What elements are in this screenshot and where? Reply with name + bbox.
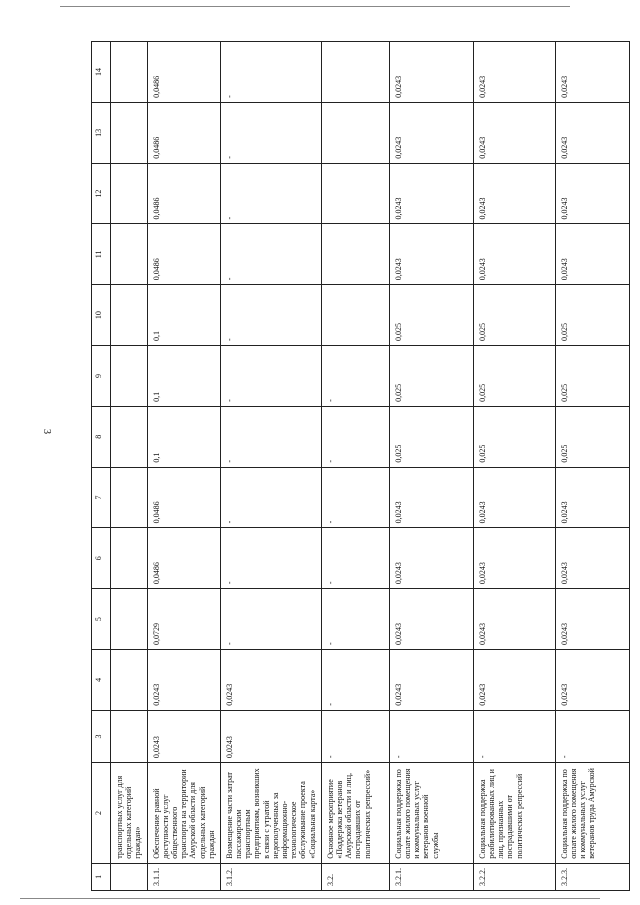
value-cell: 0,0243 <box>389 649 473 710</box>
value-cell <box>321 163 389 224</box>
value-cell: 0,0243 <box>555 528 629 589</box>
value-cell: 0,0243 <box>389 589 473 650</box>
value-cell: 0,0243 <box>555 589 629 650</box>
row-code: 3.2.2. <box>473 863 555 890</box>
row-name: Социальная поддержка реабилитированных лиц и лиц, признанных пострадавшими от политических репрессий <box>473 763 555 864</box>
value-cell: - <box>389 710 473 762</box>
value-cell: - <box>321 649 389 710</box>
column-header: 13 <box>92 102 111 163</box>
value-cell <box>111 467 148 528</box>
value-cell: - <box>321 467 389 528</box>
value-cell: 0,0243 <box>473 467 555 528</box>
data-table <box>91 41 630 891</box>
table-row <box>321 42 389 891</box>
row-name: Основное мероприятие «Поддержка ветеранов Амурской области и лиц, пострадавших от политических репрессий» <box>321 763 389 864</box>
row-name: Возмещение части затрат пассажирским транспортным предприятиям, возникших в связи с утратой недополученных за информационно-технологическое обслуживание проекта «Социальная карта» <box>220 763 321 864</box>
column-header: 5 <box>92 589 111 650</box>
row-name: Обеспечение равной доступности услуг общественного транспорта на территории Амурской области для отдельных категорий граждан <box>147 763 220 864</box>
table-row <box>473 42 555 891</box>
value-cell: 0,0243 <box>389 163 473 224</box>
value-cell <box>111 649 148 710</box>
value-cell <box>321 285 389 346</box>
value-cell: - <box>321 710 389 762</box>
row-code: 3.1.2. <box>220 863 321 890</box>
value-cell: 0,0243 <box>473 589 555 650</box>
column-header: 3 <box>92 710 111 762</box>
row-code <box>111 863 148 890</box>
value-cell: - <box>321 589 389 650</box>
value-cell: 0,0243 <box>555 42 629 103</box>
value-cell: - <box>220 224 321 285</box>
value-cell: - <box>220 467 321 528</box>
value-cell: 0,025 <box>473 285 555 346</box>
value-cell <box>111 224 148 285</box>
rotated-table-container <box>91 41 597 891</box>
header-row <box>92 42 111 891</box>
column-header: 1 <box>92 863 111 890</box>
value-cell: - <box>321 528 389 589</box>
value-cell: 0,025 <box>555 406 629 467</box>
row-name: транспортных услуг для отдельных категорий граждан» <box>111 763 148 864</box>
value-cell <box>111 710 148 762</box>
value-cell: 0,025 <box>473 406 555 467</box>
value-cell: - <box>473 710 555 762</box>
value-cell: 0,025 <box>555 285 629 346</box>
value-cell: 0,025 <box>389 285 473 346</box>
table-row <box>220 42 321 891</box>
value-cell <box>111 528 148 589</box>
value-cell <box>321 42 389 103</box>
value-cell: 0,0243 <box>389 102 473 163</box>
column-header: 6 <box>92 528 111 589</box>
value-cell: 0,0243 <box>389 467 473 528</box>
page-number: 3 <box>41 429 52 434</box>
value-cell <box>111 406 148 467</box>
value-cell: - <box>555 710 629 762</box>
value-cell: 0,025 <box>473 346 555 407</box>
value-cell: 0,0243 <box>389 42 473 103</box>
value-cell: - <box>220 42 321 103</box>
value-cell: 0,0243 <box>555 224 629 285</box>
value-cell <box>111 42 148 103</box>
value-cell: 0,0243 <box>473 528 555 589</box>
value-cell: - <box>220 102 321 163</box>
value-cell: 0,0486 <box>147 163 220 224</box>
value-cell: 0,025 <box>389 346 473 407</box>
value-cell: 0,0243 <box>389 528 473 589</box>
value-cell: 0,0243 <box>147 649 220 710</box>
value-cell <box>321 102 389 163</box>
value-cell: 0,025 <box>389 406 473 467</box>
table-row <box>555 42 629 891</box>
value-cell: 0,0243 <box>147 710 220 762</box>
value-cell <box>111 102 148 163</box>
value-cell: 0,0243 <box>220 649 321 710</box>
table-row <box>389 42 473 891</box>
value-cell: 0,0243 <box>473 163 555 224</box>
row-code: 3.2. <box>321 863 389 890</box>
column-header: 7 <box>92 467 111 528</box>
column-header: 2 <box>92 763 111 864</box>
column-header: 10 <box>92 285 111 346</box>
value-cell: - <box>220 285 321 346</box>
value-cell <box>321 224 389 285</box>
value-cell: 0,1 <box>147 285 220 346</box>
value-cell: 0,0243 <box>473 224 555 285</box>
value-cell <box>111 285 148 346</box>
value-cell: 0,0486 <box>147 467 220 528</box>
column-header: 4 <box>92 649 111 710</box>
column-header: 11 <box>92 224 111 285</box>
value-cell: 0,0243 <box>473 42 555 103</box>
column-header: 12 <box>92 163 111 224</box>
value-cell: 0,1 <box>147 406 220 467</box>
scan-edge-bottom <box>20 898 600 899</box>
value-cell: 0,0243 <box>473 102 555 163</box>
value-cell: 0,1 <box>147 346 220 407</box>
value-cell: - <box>321 406 389 467</box>
value-cell: 0,0243 <box>555 649 629 710</box>
row-code: 3.2.1. <box>389 863 473 890</box>
value-cell: - <box>220 346 321 407</box>
value-cell <box>111 346 148 407</box>
value-cell <box>111 589 148 650</box>
row-code: 3.1.1. <box>147 863 220 890</box>
value-cell: 0,0243 <box>389 224 473 285</box>
value-cell: 0,0486 <box>147 42 220 103</box>
value-cell: 0,0243 <box>555 102 629 163</box>
value-cell: 0,0486 <box>147 102 220 163</box>
scan-edge-top <box>60 6 570 7</box>
value-cell: - <box>220 528 321 589</box>
row-name: Социальная поддержка по оплате жилого помещения и коммунальных услуг ветеранов военной службы <box>389 763 473 864</box>
value-cell: 0,0243 <box>473 649 555 710</box>
value-cell: - <box>321 346 389 407</box>
value-cell: 0,0243 <box>555 163 629 224</box>
value-cell: 0,0243 <box>220 710 321 762</box>
value-cell: 0,0729 <box>147 589 220 650</box>
value-cell: 0,0486 <box>147 224 220 285</box>
table-row <box>111 42 148 891</box>
value-cell: 0,025 <box>555 346 629 407</box>
row-name: Социальная поддержка по оплате жилого помещения и коммунальных услуг ветеранов труда Амурской <box>555 763 629 864</box>
column-header: 14 <box>92 42 111 103</box>
value-cell: 0,0486 <box>147 528 220 589</box>
row-code: 3.2.3. <box>555 863 629 890</box>
column-header: 9 <box>92 346 111 407</box>
value-cell: - <box>220 589 321 650</box>
value-cell: - <box>220 406 321 467</box>
column-header: 8 <box>92 406 111 467</box>
value-cell: - <box>220 163 321 224</box>
value-cell: 0,0243 <box>555 467 629 528</box>
value-cell <box>111 163 148 224</box>
table-row <box>147 42 220 891</box>
